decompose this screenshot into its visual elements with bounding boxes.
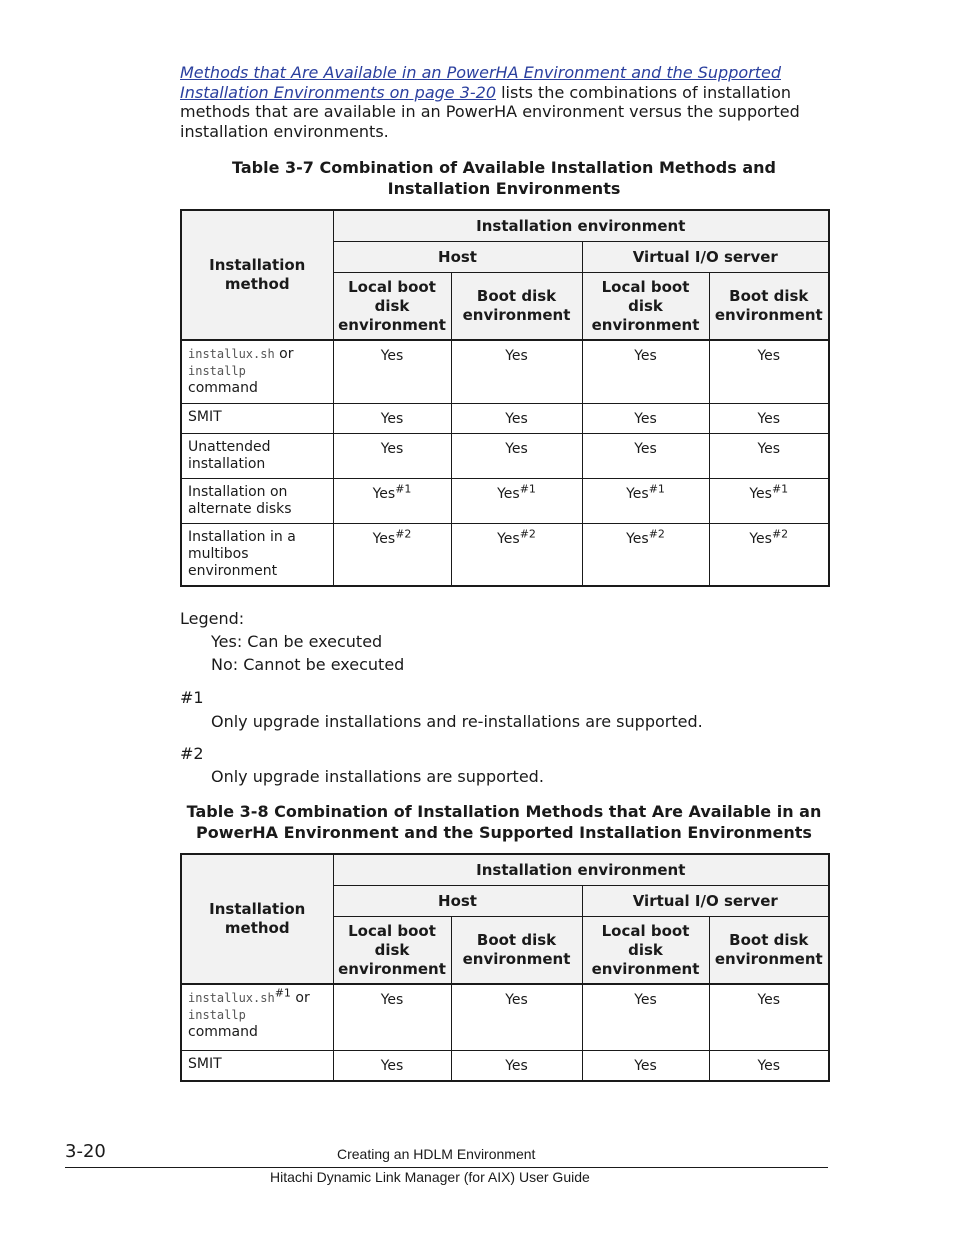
intro-paragraph [180,63,828,141]
table-row [181,340,829,403]
table-3-8 [180,853,830,1082]
table-row [181,403,829,433]
table-3-8-caption: Table 3-8 Combination of Installation Methods that Are Available in an PowerHA Environment and the Supported Installation Environments [186,802,822,842]
value-cell: Yes [709,340,829,403]
value-cell: Yes [709,403,829,433]
note-text: Only upgrade installations and re-installations are supported. [211,712,703,731]
table-row [181,478,829,523]
value-cell: Yes [333,1050,451,1081]
note-label: #1 [180,688,204,707]
method-cell: installux.sh or installp command [181,340,333,403]
value-cell: Yes [709,433,829,478]
table-3-7 [180,209,830,587]
table-row [181,433,829,478]
value-cell: Yes [582,1050,709,1081]
command-installp: installp [188,364,246,378]
footer-divider [65,1167,828,1168]
installation-environment-header: Installation environment [333,854,829,886]
value-cell: Yes [333,433,451,478]
installation-environment-header: Installation environment [333,210,829,242]
value-cell: Yes [451,340,582,403]
table-row [181,1050,829,1081]
note-text: Only upgrade installations are supported. [211,767,544,786]
host-boot-disk-header: Boot disk environment [451,917,582,985]
host-header: Host [333,886,582,917]
table-row [181,523,829,586]
value-cell: Yes [582,433,709,478]
command-installux: installux.sh [188,347,275,361]
legend-no: No: Cannot be executed [211,655,405,674]
value-cell: Yes [709,1050,829,1081]
vio-boot-disk-header: Boot disk environment [709,917,829,985]
vio-boot-disk-header: Boot disk environment [709,273,829,341]
cross-reference-link[interactable]: Methods that Are Available in an PowerHA Environment and the Supported Installation Environments on page 3-20 [180,63,781,102]
page-number: 3-20 [65,1141,106,1162]
value-cell: Yes$^{\#1}$ [582,478,709,523]
value-cell: Yes$^{\#1}$ [709,478,829,523]
intro-text: lists the combinations of installation methods that are available in an PowerHA environment versus the supported installation environments. [180,82,800,141]
table-row [181,984,829,1050]
host-header: Host [333,242,582,273]
footer-guide-title: Hitachi Dynamic Link Manager (for AIX) User Guide [270,1169,590,1185]
legend-yes: Yes: Can be executed [211,632,383,651]
vio-local-boot-header: Local boot disk environment [582,917,709,985]
method-cell: Unattended installation [181,433,333,478]
value-cell: Yes$^{\#1}$ [451,478,582,523]
host-local-boot-header: Local boot disk environment [333,917,451,985]
command-installux: installux.sh [188,991,275,1005]
method-cell: $installux.sh^{\#1}$ or installp command [181,984,333,1050]
method-cell: SMIT [181,1050,333,1081]
note-label: #2 [180,744,204,763]
value-cell: Yes [333,984,451,1050]
legend-title: Legend: [180,609,245,628]
value-cell: Yes [582,403,709,433]
host-local-boot-header: Local boot disk environment [333,273,451,341]
value-cell: Yes [451,1050,582,1081]
virtual-io-server-header: Virtual I/O server [582,886,829,917]
value-cell: Yes$^{\#2}$ [333,523,451,586]
value-cell: Yes$^{\#2}$ [582,523,709,586]
legend [180,607,404,676]
method-cell: SMIT [181,403,333,433]
command-installp: installp [188,1008,246,1022]
method-cell: Installation on alternate disks [181,478,333,523]
value-cell: Yes$^{\#1}$ [333,478,451,523]
value-cell: Yes [451,984,582,1050]
table-3-7-caption: Table 3-7 Combination of Available Installation Methods and Installation Environments [232,158,776,198]
value-cell: Yes$^{\#2}$ [709,523,829,586]
value-cell: Yes [451,433,582,478]
value-cell: Yes [333,403,451,433]
value-cell: Yes [582,340,709,403]
installation-method-header: Installation method [181,210,333,340]
footer-section-title: Creating an HDLM Environment [337,1146,536,1162]
virtual-io-server-header: Virtual I/O server [582,242,829,273]
installation-method-header: Installation method [181,854,333,984]
value-cell: Yes [451,403,582,433]
value-cell: Yes [582,984,709,1050]
value-cell: Yes$^{\#2}$ [451,523,582,586]
value-cell: Yes [333,340,451,403]
value-cell: Yes [709,984,829,1050]
method-cell: Installation in a multibos environment [181,523,333,586]
vio-local-boot-header: Local boot disk environment [582,273,709,341]
host-boot-disk-header: Boot disk environment [451,273,582,341]
